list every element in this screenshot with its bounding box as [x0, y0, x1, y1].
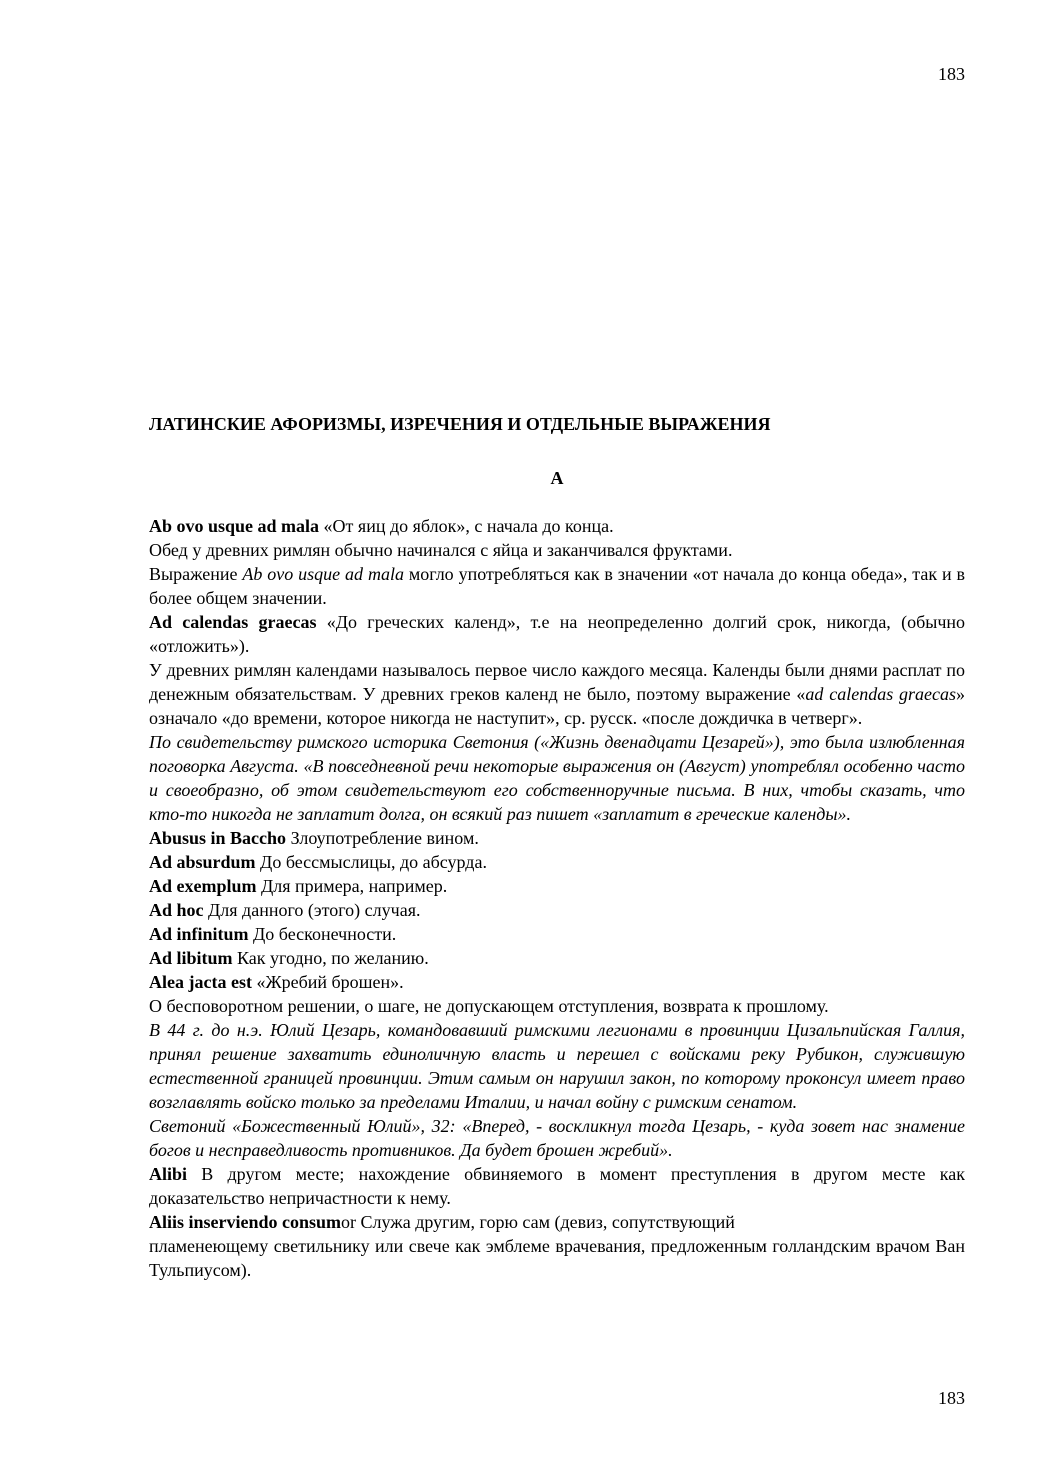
entry-term: Alibi [149, 1164, 188, 1184]
section-title: ЛАТИНСКИЕ АФОРИЗМЫ, ИЗРЕЧЕНИЯ И ОТДЕЛЬНЫЕ ВЫРАЖЕНИЯ [149, 414, 771, 434]
entry-note: О бесповоротном решении, о шаге, не допускающем отступления, возврата к прошлому. [149, 996, 829, 1016]
letter-heading: А [550, 468, 564, 488]
entry-alibi [149, 1162, 965, 1210]
entry-definition: Злоупотребление вином. [286, 828, 479, 848]
page-number-bottom: 183 [938, 1388, 965, 1408]
entry-term: Alea jacta est [149, 972, 252, 992]
entry-term: Ad infinitum [149, 924, 249, 944]
entry-definition: Для данного (этого) случая. [203, 900, 421, 920]
page-number-top: 183 [938, 64, 965, 84]
entry-definition: До бесконечности. [248, 924, 397, 944]
entry-definition: В другом месте; нахождение обвиняемого в момент преступления в другом месте как доказательство непричастности к нему. [149, 1164, 965, 1208]
note-italic-term: Ab ovo usque ad mala [242, 564, 404, 584]
entry-abusus [149, 826, 965, 850]
entry-aliis-inserviendo [149, 1210, 965, 1234]
entry-definition: «До греческих календ», т.е на неопределенно долгий срок, никогда, (обычно «отложить»). [149, 612, 965, 656]
note-text: Выражение [149, 564, 243, 584]
entry-term: Ab ovo usque ad mala [149, 516, 320, 536]
entry-definition: До бессмыслицы, до абсурда. [255, 852, 487, 872]
note-text: У древних римлян календами называлось первое число каждого месяца. Календы были днями расплат по денежным обязательствам. У древних греков календ не было, поэтому выражение « [149, 660, 965, 704]
entry-ad-calendas [149, 610, 965, 658]
entry-term: Ad exemplum [149, 876, 257, 896]
entry-ad-hoc [149, 898, 965, 922]
entry-quote: Светоний «Божественный Юлий», 32: «Вперед, - воскликнул тогда Цезарь, - куда зовет нас знамение богов и несправедливость противников. Да будет брошен жребий». [149, 1116, 965, 1160]
page-content [149, 410, 965, 1282]
note-text: » означало «до времени, которое никогда не наступит», ср. русск. «после дождичка в четверг». [149, 684, 965, 728]
entry-definition: Как угодно, по желанию. [232, 948, 429, 968]
entry-definition: Служа другим, горю сам (девиз, сопутствующий [356, 1212, 735, 1232]
entry-term: Aliis inserviendo consum [149, 1212, 342, 1232]
entry-quote: По свидетельству римского историка Светония («Жизнь двенадцати Цезарей»), это была излюбленная поговорка Августа. «В повседневной речи некоторые выражения он (Август) употреблял особенно часто и своеобразно, об этом свидетельствуют его собственноручные письма. В них, чтобы сказать, что кто-то никогда не заплатит долга, он всякий раз пишет «заплатит в греческие календы». [149, 732, 965, 824]
entry-note [149, 658, 965, 730]
entry-term-tail: or [341, 1212, 357, 1232]
entry-definition-continued: пламенеющему светильнику или свече как эмблеме врачевания, предложенным голландским врачом Ван Тульпиусом). [149, 1236, 965, 1280]
entry-ad-absurdum [149, 850, 965, 874]
entry-term: Abusus in Baccho [149, 828, 287, 848]
entry-term: Ad absurdum [149, 852, 256, 872]
entry-definition: «От яиц до яблок», с начала до конца. [319, 516, 614, 536]
note-text: могло употребляться как в значении «от начала до конца обеда», так и в более общем значении. [149, 564, 965, 608]
entry-ad-infinitum [149, 922, 965, 946]
entry-note [149, 562, 965, 610]
entry-definition: «Жребий брошен». [251, 972, 404, 992]
entry-term: Ad libitum [149, 948, 233, 968]
entry-term: Ad calendas graecas [149, 612, 317, 632]
entry-definition: Для примера, например. [256, 876, 448, 896]
entry-alea-jacta-est [149, 970, 965, 994]
entry-ad-exemplum [149, 874, 965, 898]
entry-note: Обед у древних римлян обычно начинался с яйца и заканчивался фруктами. [149, 540, 733, 560]
entry-ab-ovo [149, 514, 965, 538]
note-italic-term: ad calendas graecas [805, 684, 956, 704]
entry-term: Ad hoc [149, 900, 204, 920]
entry-ad-libitum [149, 946, 965, 970]
entry-quote: В 44 г. до н.э. Юлий Цезарь, командовавший римскими легионами в провинции Цизальпийская Галлия, принял решение захватить единоличную власть и перешел с войсками реку Рубикон, служившую естественной границей провинции. Этим самым он нарушил закон, по которому проконсул имеет право возглавлять войско только за пределами Италии, и начал войну с римским сенатом. [149, 1020, 965, 1112]
